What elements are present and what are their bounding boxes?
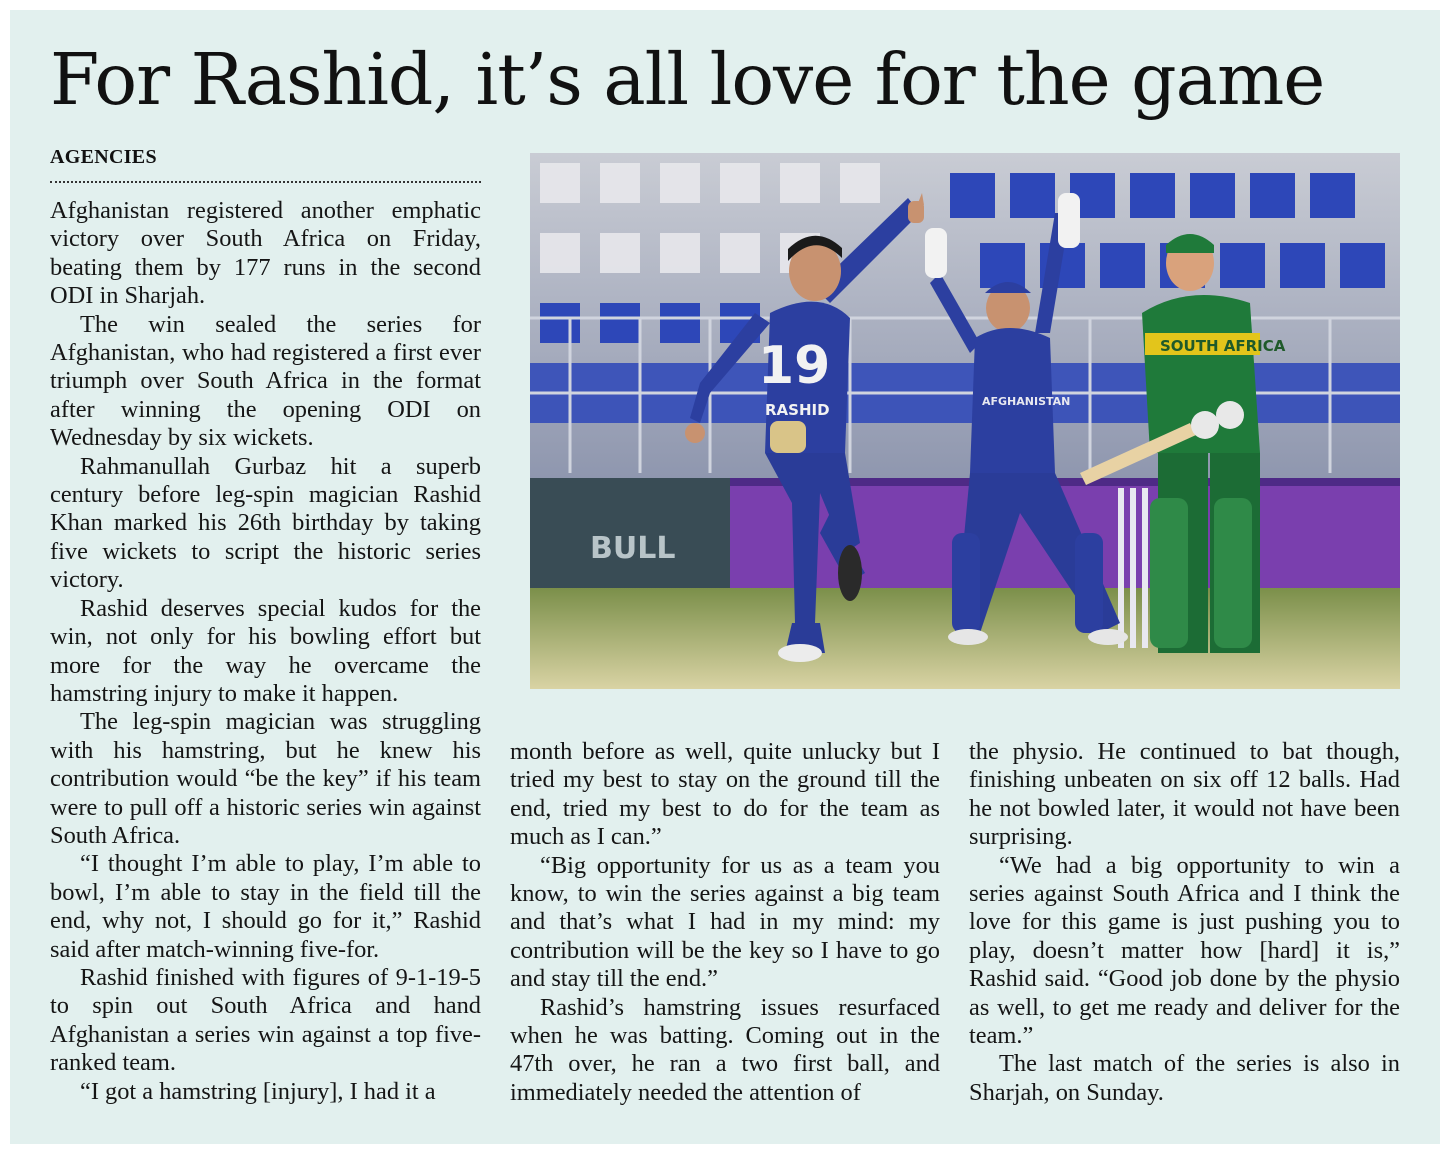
paragraph: “I thought I’m able to play, I’m able to bowl, I’m able to stay in the field till the end, why not, I should go for it,” Rashid said after match-winning five-for. bbox=[50, 850, 481, 963]
paragraph: Rashid’s hamstring issues resurfaced when he was batting. Coming out in the 47th over, he ran a two first ball, and immediately needed the attention of bbox=[510, 993, 940, 1106]
paragraph: Rahmanullah Gurbaz hit a superb century before leg-spin magician Rashid Khan marked his 26th birthday by taking five wickets to script the historic series victory. bbox=[50, 452, 481, 594]
paragraph: Rashid finished with figures of 9-1-19-5 to spin out South Africa and hand Afghanistan a series win against a top five-ranked team. bbox=[50, 963, 481, 1077]
paragraph: The win sealed the series for Afghanistan, who had registered a first ever triumph over South Africa in the format after winning the opening ODI on Wednesday by six wickets. bbox=[50, 310, 481, 452]
jersey-number: 19 bbox=[758, 336, 831, 396]
paragraph: “We had a big opportunity to win a series against South Africa and I think the love for this game is just pushing you to play, doesn’t matter how [hard] it is,” Rashid said. “Good job done by the physio as well, to get me ready and deliver for the team.” bbox=[969, 851, 1400, 1050]
paragraph: The leg-spin magician was struggling with his hamstring, but he knew his contribution would “be the key” if his team were to pull off a historic series win against South Africa. bbox=[50, 708, 481, 849]
jersey-name: RASHID bbox=[765, 401, 830, 419]
article-byline: AGENCIES bbox=[50, 146, 157, 168]
paragraph: Afghanistan registered another emphatic victory over South Africa on Friday, beating them by 177 runs in the second ODI in Sharjah. bbox=[50, 197, 481, 310]
byline-divider bbox=[50, 181, 481, 183]
paragraph: “I got a hamstring [injury], I had it a bbox=[80, 1077, 436, 1105]
cricket-celebration-image bbox=[530, 153, 1400, 689]
batter-shirt-text: SOUTH AFRICA bbox=[1160, 337, 1286, 355]
paragraph: The last match of the series is also in Sharjah, on Sunday. bbox=[969, 1050, 1400, 1106]
article-photo bbox=[530, 153, 1400, 689]
paragraph: the physio. He continued to bat though, finishing unbeaten on six off 12 balls. Had he not bowled later, it would not have been surprising. bbox=[969, 738, 1400, 851]
paragraph: month before as well, quite unlucky but I tried my best to stay on the ground till the end, tried my best to do for the team as much as I can.” bbox=[510, 738, 940, 851]
paragraph: “Big opportunity for us as a team you know, to win the series against a big team and that’s what I had in my mind: my contribution will be the key so I have to go and stay till the end.” bbox=[510, 851, 940, 993]
paragraph: Rashid deserves special kudos for the win, not only for his bowling effort but more for the way he overcame the hamstring injury to make it happen. bbox=[50, 594, 481, 707]
keeper-shirt-text: AFGHANISTAN bbox=[982, 395, 1071, 408]
article-column-2 bbox=[510, 738, 940, 1107]
article-column-1 bbox=[50, 197, 481, 1106]
board-text: BULL bbox=[590, 531, 676, 566]
article-headline: For Rashid, it’s all love for the game bbox=[50, 38, 1325, 121]
article-column-3 bbox=[969, 738, 1400, 1107]
